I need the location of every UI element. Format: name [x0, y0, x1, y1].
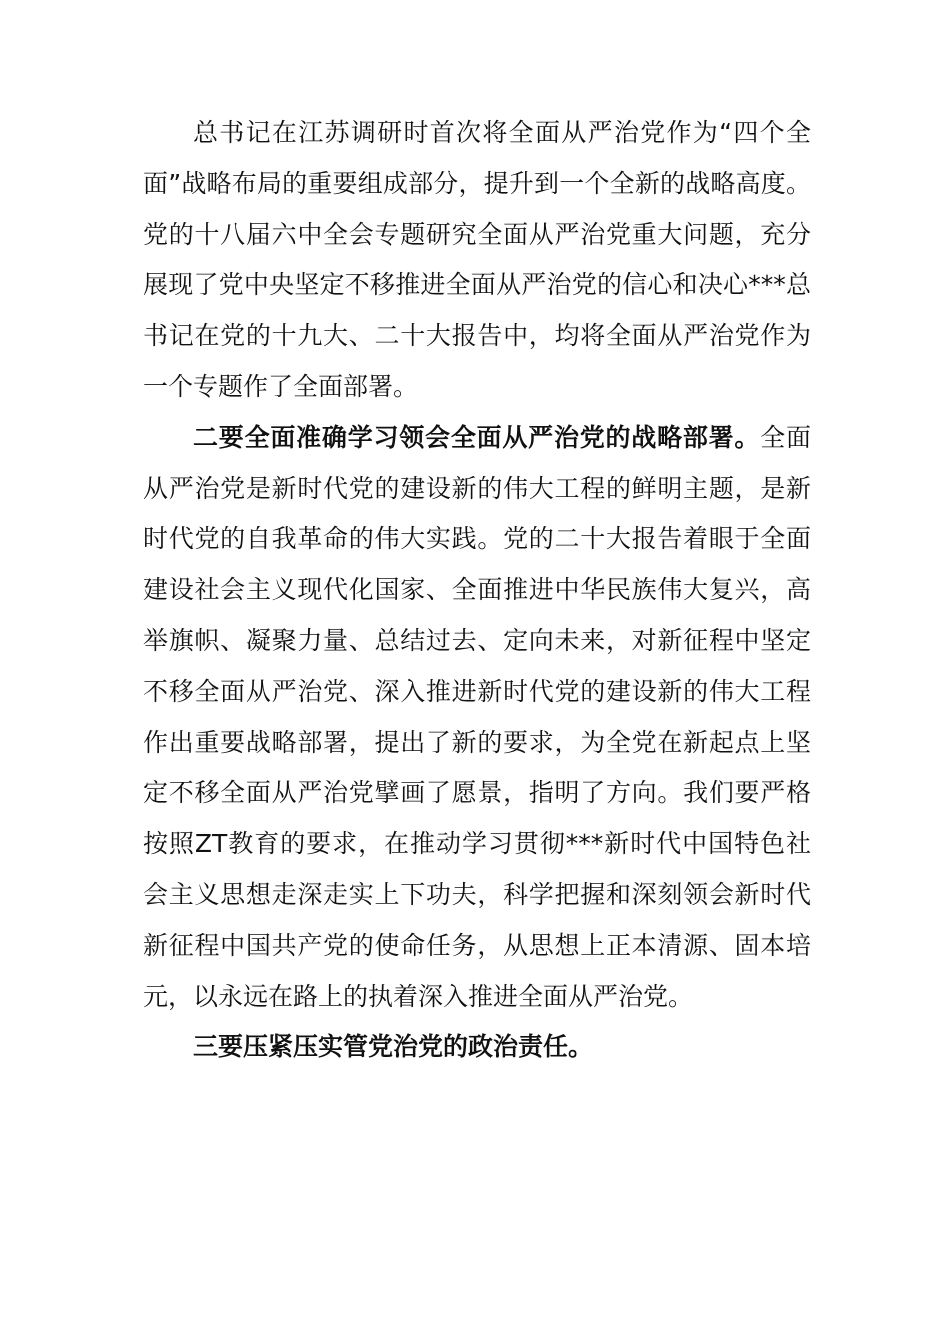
paragraph-3	[143, 1022, 811, 1073]
paragraph-1-text: 总书记在江苏调研时首次将全面从严治党作为“四个全面”战略布局的重要组成部分，提升到一个全新的战略高度。党的十八届六中全会专题研究全面从严治党重大问题，充分展现了党中央坚定不移推进全面从严治党的信心和决心***总书记在党的十九大、二十大报告中，均将全面从严治党作为一个专题作了全面部署。	[143, 118, 811, 401]
paragraph-2-lead: 二要全面准确学习领会全面从严治党的战略部署。	[193, 422, 761, 452]
paragraph-2	[143, 413, 811, 1023]
paragraph-3-lead: 三要压紧压实管党治党的政治责任。	[193, 1032, 594, 1062]
paragraph-2-text: 全面从严治党是新时代党的建设新的伟大工程的鲜明主题，是新时代党的自我革命的伟大实践。党的二十大报告着眼于全面建设社会主义现代化国家、全面推进中华民族伟大复兴，高举旗帜、凝聚力量、总结过去、定向未来，对新征程中坚定不移全面从严治党、深入推进新时代党的建设新的伟大工程作出重要战略部署，提出了新的要求，为全党在新起点上坚定不移全面从严治党擘画了愿景，指明了方向。我们要严格按照ZT教育的要求，在推动学习贯彻***新时代中国特色社会主义思想走深走实上下功夫，科学把握和深刻领会新时代新征程中国共产党的使命任务，从思想上正本清源、固本培元，以永远在路上的执着深入推进全面从严治党。	[143, 422, 811, 1011]
document-body	[143, 108, 811, 1073]
paragraph-1	[143, 108, 811, 413]
